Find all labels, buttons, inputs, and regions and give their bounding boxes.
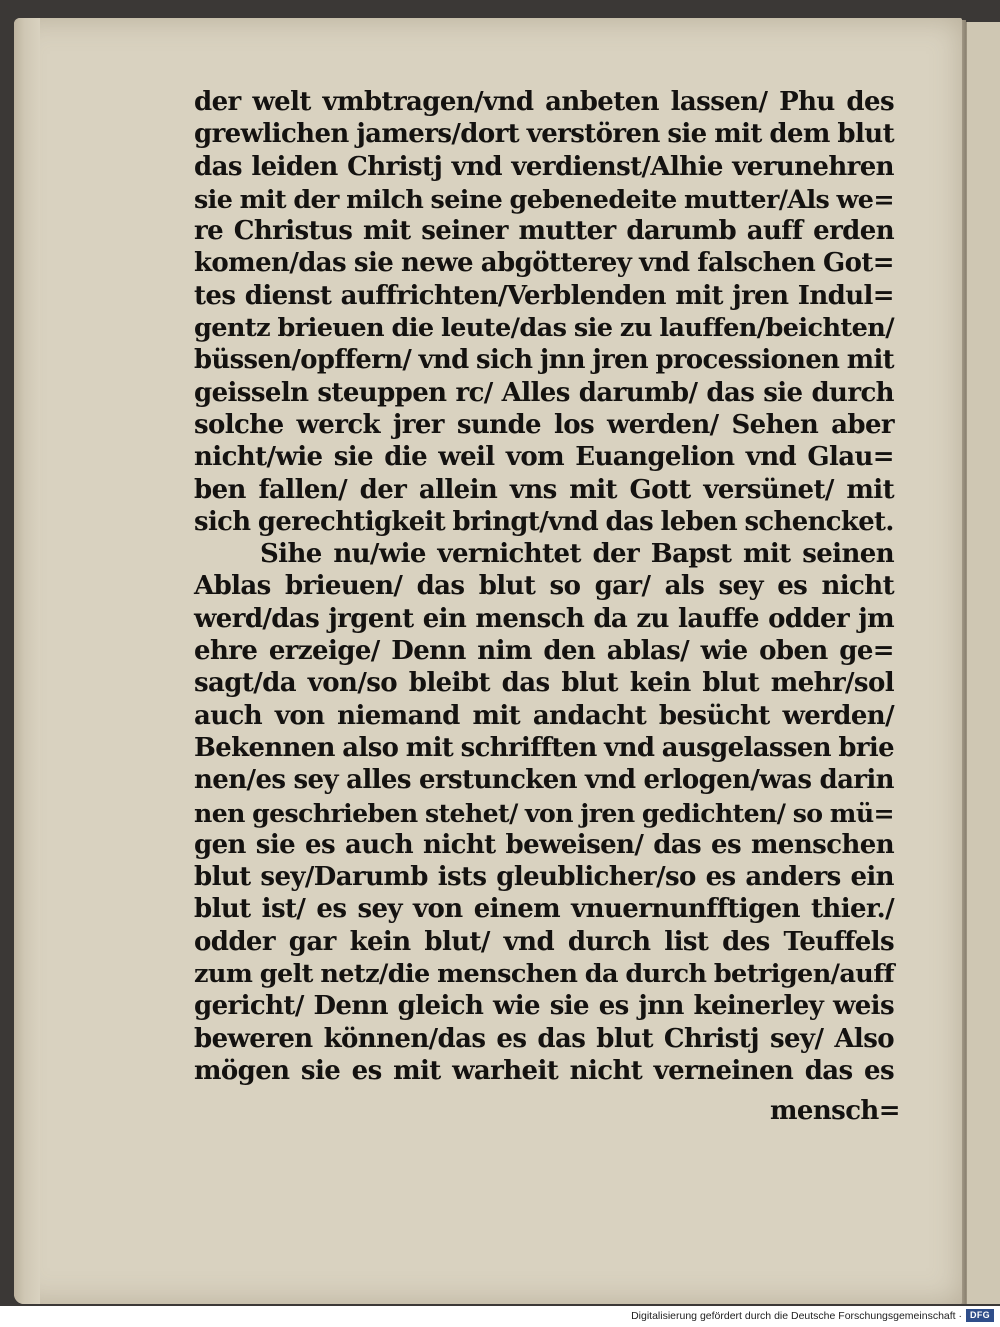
text-line: tes dienst auffrichten/Verblenden mit jren Indul= [194, 280, 894, 311]
text-line: büssen/opffern/ vnd sich jnn jren processionen mit [194, 345, 894, 376]
text-line: mögen sie es mit warheit nicht verneinen das es [194, 1055, 894, 1086]
page-edge-shadow [14, 18, 40, 1304]
catchword: mensch= [770, 1096, 900, 1126]
text-line: solche werck jrer sunde los werden/ Sehen aber [194, 409, 894, 440]
text-line: geisseln steuppen rc/ Alles darumb/ das sie durch [194, 377, 894, 408]
footer-bar [0, 1306, 1000, 1327]
text-line: Ablas brieuen/ das blut so gar/ als sey es nicht [194, 571, 894, 602]
text-line: ben fallen/ der allein vns mit Gott versünet/ mit [194, 474, 894, 505]
text-line: ehre erzeige/ Denn nim den ablas/ wie oben ge= [194, 636, 894, 667]
text-line: blut sey/Darumb ists gleublicher/so es anders ein [194, 862, 894, 893]
dfg-logo-icon: DFG [966, 1309, 994, 1322]
text-line: nen/es sey alles erstuncken vnd erlogen/was darin [194, 765, 894, 796]
text-line: gericht/ Denn gleich wie sie es jnn keinerley weis [194, 991, 894, 1022]
text-line: blut ist/ es sey von einem vnuernunfftigen thier./ [194, 894, 894, 925]
text-line: grewlichen jamers/dort verstören sie mit dem blut [194, 119, 894, 150]
text-line: re Christus mit seiner mutter darumb auff erden [194, 216, 894, 247]
text-line: nicht/wie sie die weil vom Euangelion vnd Glau= [194, 442, 894, 473]
text-line: komen/das sie newe abgötterey vnd falschen Got= [194, 248, 894, 279]
text-line: gentz brieuen die leute/das sie zu lauffen/beichten/ [194, 313, 894, 344]
text-line: sagt/da von/so bleibt das blut kein blut mehr/sol [194, 668, 894, 699]
text-line: odder gar kein blut/ vnd durch list des Teuffels [194, 926, 894, 957]
fraktur-text-block [194, 86, 894, 1087]
text-line: Bekennen also mit schrifften vnd ausgelassen brie [194, 732, 894, 763]
text-line: gen sie es auch nicht beweisen/ das es menschen [194, 829, 894, 860]
text-line: werd/das jrgent ein mensch da zu lauffe odder jm [194, 603, 894, 634]
funding-credit: Digitalisierung gefördert durch die Deutsche Forschungsgemeinschaft · [631, 1310, 962, 1322]
text-line-paragraph-start: Sihe nu/wie vernichtet der Bapst mit seinen [260, 539, 894, 570]
text-line: nen geschrieben stehet/ von jren gedichten/ so mü= [194, 797, 894, 828]
text-line: zum gelt netz/die menschen da durch betrigen/auff [194, 959, 894, 990]
text-line: sie mit der milch seine gebenedeite mutter/Als we= [194, 183, 894, 214]
text-line: der welt vmbtragen/vnd anbeten lassen/ Phu des [194, 87, 894, 117]
text-line: auch von niemand mit andacht besücht werden/ [194, 700, 894, 731]
text-line: das leiden Christj vnd verdienst/Alhie verunehren [194, 151, 894, 182]
text-line: sich gerechtigkeit bringt/vnd das leben schencket. [194, 506, 894, 537]
text-line: beweren können/das es das blut Christj sey/ Also [194, 1023, 894, 1054]
facing-page-edge [966, 22, 1000, 1304]
